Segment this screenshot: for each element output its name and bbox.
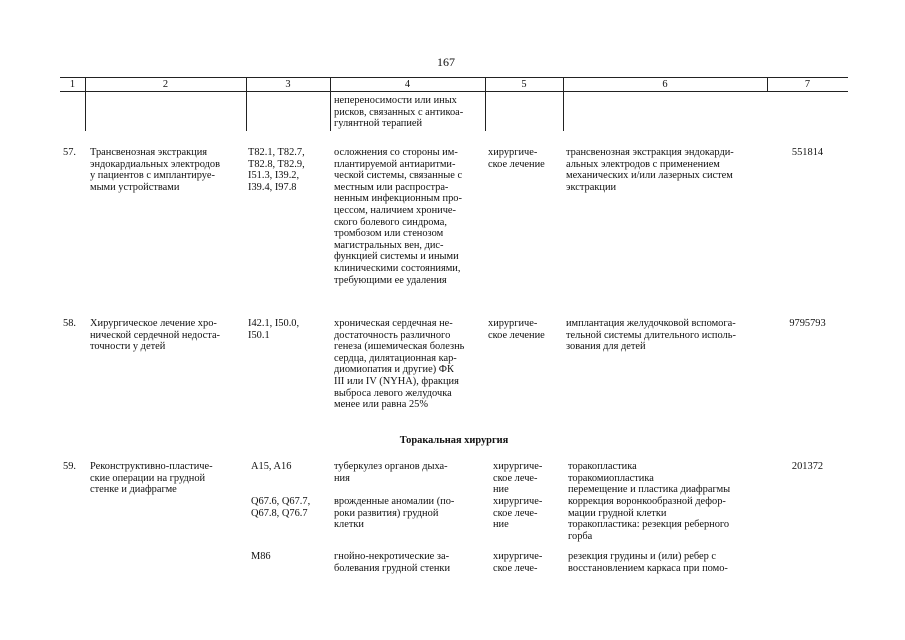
intervention-name xyxy=(90,461,242,496)
text-line: ское лече- xyxy=(493,472,538,484)
text-line: эндокардиальных электродов xyxy=(90,158,220,170)
diagnosis-codes xyxy=(248,147,328,193)
text-line: гнойно-некротические за- xyxy=(334,551,450,562)
treatment-type xyxy=(493,496,542,531)
section-title: Торакальная хирургия xyxy=(399,435,509,446)
text-line: III или IV (NYHA), фракция xyxy=(334,375,459,387)
patient-condition xyxy=(334,496,482,531)
text-line: ское лече- xyxy=(493,507,538,519)
text-line: непереносимости или иных xyxy=(334,95,457,106)
text-line: хроническая сердечная не- xyxy=(334,318,453,329)
cost-value: 201372 xyxy=(791,461,824,472)
text-line: горба xyxy=(568,530,593,542)
intervention-name xyxy=(90,318,242,353)
column-header-1: 1 xyxy=(69,79,76,90)
column-header-4: 4 xyxy=(404,79,411,90)
text-line: мации грудной клетки xyxy=(568,507,667,519)
text-line: резекция грудины и (или) ребер с xyxy=(568,551,716,562)
text-line: хирургиче- xyxy=(488,318,538,329)
intervention-name xyxy=(90,147,242,193)
text-line: диомиопатия и другие) ФК xyxy=(334,364,454,376)
row-number: 57. xyxy=(63,147,76,158)
text-line: хирургиче- xyxy=(488,147,538,158)
text-line: механических и/или лазерных систем xyxy=(566,170,733,182)
text-line: Хирургическое лечение хро- xyxy=(90,318,217,329)
text-line: ческой системы, связанные с xyxy=(334,170,463,182)
text-line: у пациентов с имплантируе- xyxy=(90,170,215,182)
text-line: мыми устройствами xyxy=(90,181,180,193)
text-line: нической сердечной недоста- xyxy=(90,329,221,341)
column-header-2: 2 xyxy=(162,79,169,90)
text-line: хирургиче- xyxy=(493,496,543,507)
text-line: ние xyxy=(493,519,509,531)
treatment-method xyxy=(566,318,762,353)
text-line: тромбозом или стенозом xyxy=(334,228,444,240)
text-line: функцией системы и иными xyxy=(334,251,459,263)
treatment-type xyxy=(493,551,542,574)
text-line: точности у детей xyxy=(90,341,166,353)
header-bottom-rule xyxy=(60,91,848,92)
text-line: альных электродов с применением xyxy=(566,158,720,170)
text-line: I51.3, I39.2, xyxy=(248,170,300,182)
text-line: врожденные аномалии (по- xyxy=(334,496,455,507)
text-line: I50.1 xyxy=(248,329,270,341)
text-line: сердца, дилятационная кар- xyxy=(334,352,457,364)
patient-condition xyxy=(334,461,482,484)
text-line: ние xyxy=(493,484,509,496)
text-line: тельной системы длительного исполь- xyxy=(566,329,736,341)
treatment-method xyxy=(568,496,760,542)
column-header-7: 7 xyxy=(804,79,811,90)
diagnosis-codes: A15, A16 xyxy=(251,461,292,472)
text-line: торакомиопластика xyxy=(568,472,654,484)
text-line: генеза (ишемическая болезнь xyxy=(334,341,465,353)
text-line: магистральных вен, дис- xyxy=(334,239,444,251)
text-line: рисков, связанных с антикоа- xyxy=(334,106,464,118)
text-line: экстракции xyxy=(566,181,617,193)
cost-value: 551814 xyxy=(791,147,824,158)
text-line: имплантация желудочковой вспомога- xyxy=(566,318,736,329)
text-line: выброса левого желудочка xyxy=(334,387,452,399)
treatment-method xyxy=(566,147,762,193)
treatment-type xyxy=(493,461,542,496)
text-line: достаточность различного xyxy=(334,329,451,341)
text-line: торакопластика: резекция реберного xyxy=(568,519,730,531)
text-line: трансвенозная экстракция эндокарди- xyxy=(566,147,734,158)
text-line: восстановлением каркаса при помо- xyxy=(568,562,728,574)
diagnosis-codes: M86 xyxy=(251,551,271,562)
text-line: торакопластика xyxy=(568,461,637,472)
text-line: перемещение и пластика диафрагмы xyxy=(568,484,731,496)
continuation-text xyxy=(334,95,482,130)
treatment-type xyxy=(488,147,545,170)
text-line: менее или равна 25% xyxy=(334,399,429,411)
text-line: ское лече- xyxy=(493,562,538,574)
text-line: туберкулез органов дыха- xyxy=(334,461,448,472)
text-line: ния xyxy=(334,472,350,484)
text-line: ского болевого синдрома, xyxy=(334,216,448,228)
text-line: требующими ее удаления xyxy=(334,274,447,286)
text-line: Реконструктивно-пластиче- xyxy=(90,461,213,472)
header-top-rule xyxy=(60,77,848,78)
text-line: ские операции на грудной xyxy=(90,472,206,484)
text-line: гулянтной терапией xyxy=(334,118,423,130)
text-line: I42.1, I50.0, xyxy=(248,318,300,329)
row-number: 58. xyxy=(63,318,76,329)
text-line: Трансвенозная экстракция xyxy=(90,147,208,158)
treatment-method xyxy=(568,551,760,574)
text-line: клетки xyxy=(334,519,364,531)
page-number: 167 xyxy=(437,55,455,69)
text-line: роки развития) грудной xyxy=(334,507,439,519)
text-line: хирургиче- xyxy=(493,551,543,562)
text-line: коррекция воронкообразной дефор- xyxy=(568,496,726,507)
text-line: ское лечение xyxy=(488,329,545,341)
text-line: Q67.6, Q67.7, xyxy=(251,496,311,507)
row-number: 59. xyxy=(63,461,76,472)
treatment-method xyxy=(568,461,730,496)
text-line: ское лечение xyxy=(488,158,545,170)
text-line: T82.1, T82.7, xyxy=(248,147,305,158)
text-line: Q67.8, Q76.7 xyxy=(251,507,308,519)
diagnosis-codes xyxy=(251,496,327,519)
column-header-3: 3 xyxy=(285,79,291,90)
patient-condition xyxy=(334,147,482,286)
text-line: хирургиче- xyxy=(493,461,543,472)
column-header-5: 5 xyxy=(521,79,527,90)
text-line: T82.8, T82.9, xyxy=(248,158,305,170)
text-line: ненным инфекционным про- xyxy=(334,193,462,205)
text-line: клиническими состояниями, xyxy=(334,262,461,274)
text-line: I39.4, I97.8 xyxy=(248,181,297,193)
text-line: плантируемой антиаритми- xyxy=(334,158,456,170)
diagnosis-codes xyxy=(248,318,328,341)
text-line: стенке и диафрагме xyxy=(90,484,177,496)
text-line: осложнения со стороны им- xyxy=(334,147,458,158)
cost-value: 9795793 xyxy=(789,318,826,329)
text-line: зования для детей xyxy=(566,341,646,353)
treatment-type xyxy=(488,318,545,341)
column-header-6: 6 xyxy=(662,79,668,90)
patient-condition xyxy=(334,551,482,574)
text-line: болевания грудной стенки xyxy=(334,562,451,574)
text-line: местным или распростра- xyxy=(334,181,449,193)
patient-condition xyxy=(334,318,482,411)
text-line: цессом, наличием хрониче- xyxy=(334,204,457,216)
